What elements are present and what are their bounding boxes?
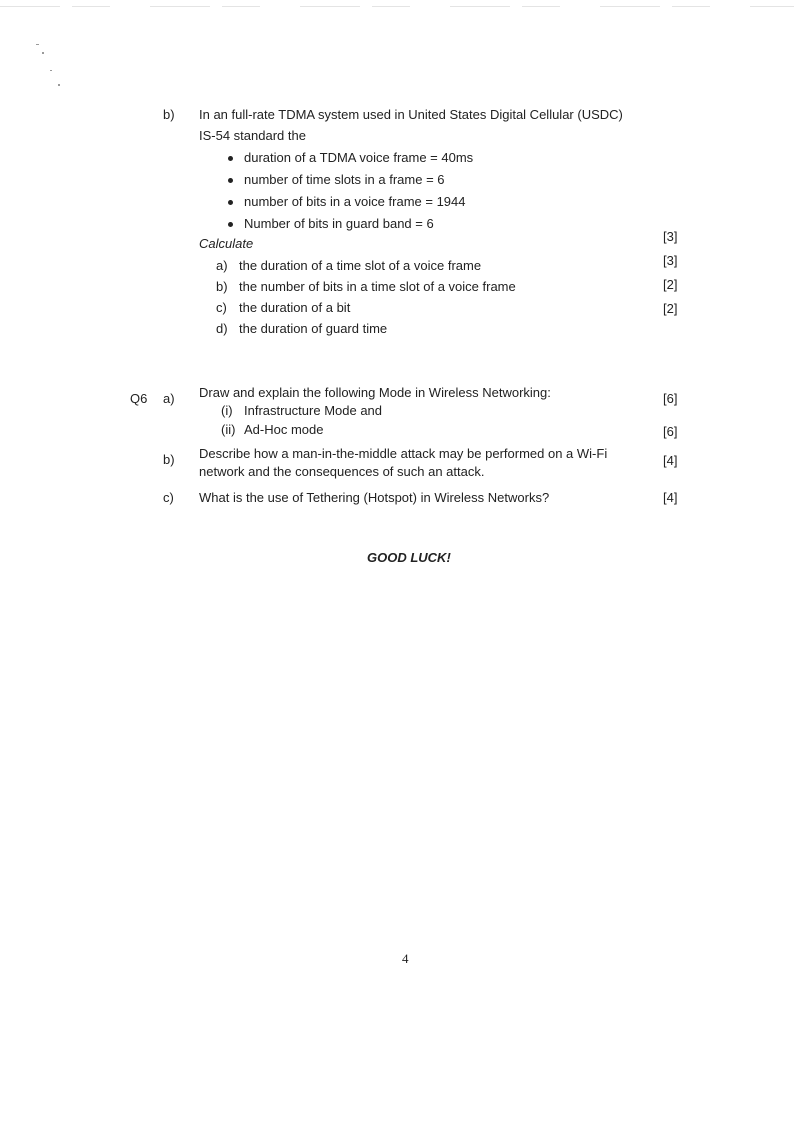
calculate-label: Calculate bbox=[199, 236, 254, 251]
scan-speck bbox=[50, 70, 52, 71]
marks: [2] bbox=[663, 277, 678, 292]
sub-question-label: b) bbox=[216, 279, 228, 294]
marks: [3] bbox=[663, 253, 678, 268]
sub-question-text: the duration of a bit bbox=[239, 300, 351, 315]
marks: [6] bbox=[663, 424, 678, 439]
bullet-icon bbox=[228, 178, 233, 183]
sub-question-text: the number of bits in a time slot of a voice frame bbox=[239, 279, 516, 294]
marks: [2] bbox=[663, 301, 678, 316]
page-number: 4 bbox=[402, 951, 409, 966]
marks: [3] bbox=[663, 229, 678, 244]
question-number: Q6 bbox=[130, 391, 148, 406]
list-item-text: number of bits in a voice frame = 1944 bbox=[244, 194, 466, 209]
question-label: c) bbox=[163, 490, 174, 505]
question-label: b) bbox=[163, 452, 175, 467]
marks: [4] bbox=[663, 453, 678, 468]
question-text: What is the use of Tethering (Hotspot) in Wireless Networks? bbox=[199, 490, 550, 505]
sub-question-text: Infrastructure Mode and bbox=[244, 403, 383, 418]
question-intro-line: In an full-rate TDMA system used in United States Digital Cellular (USDC) bbox=[199, 107, 623, 122]
bullet-icon bbox=[228, 222, 233, 227]
scan-speck bbox=[42, 52, 44, 54]
sub-question-text: the duration of a time slot of a voice frame bbox=[239, 258, 482, 273]
scan-artifact-line bbox=[0, 6, 794, 7]
list-item-text: duration of a TDMA voice frame = 40ms bbox=[244, 150, 474, 165]
bullet-icon bbox=[228, 156, 233, 161]
marks: [6] bbox=[663, 391, 678, 406]
bullet-icon bbox=[228, 200, 233, 205]
list-item-text: Number of bits in guard band = 6 bbox=[244, 216, 434, 231]
question-text: Draw and explain the following Mode in Wireless Networking: bbox=[199, 385, 551, 400]
sub-question-label: (i) bbox=[221, 403, 233, 418]
sub-question-text: the duration of guard time bbox=[239, 321, 388, 336]
scan-speck bbox=[36, 44, 39, 45]
question-label: a) bbox=[163, 391, 175, 406]
list-item-text: number of time slots in a frame = 6 bbox=[244, 172, 445, 187]
sub-question-label: (ii) bbox=[221, 422, 236, 437]
sub-question-label: d) bbox=[216, 321, 228, 336]
sub-question-text: Ad-Hoc mode bbox=[244, 422, 324, 437]
question-text: network and the consequences of such an attack. bbox=[199, 464, 485, 479]
marks: [4] bbox=[663, 490, 678, 505]
sub-question-label: c) bbox=[216, 300, 227, 315]
scan-speck bbox=[58, 84, 60, 86]
question-text: Describe how a man-in-the-middle attack may be performed on a Wi-Fi bbox=[199, 446, 608, 461]
question-label: b) bbox=[163, 107, 175, 122]
sub-question-label: a) bbox=[216, 258, 228, 273]
question-intro-line: IS-54 standard the bbox=[199, 128, 306, 143]
good-luck-text: GOOD LUCK! bbox=[367, 550, 451, 565]
